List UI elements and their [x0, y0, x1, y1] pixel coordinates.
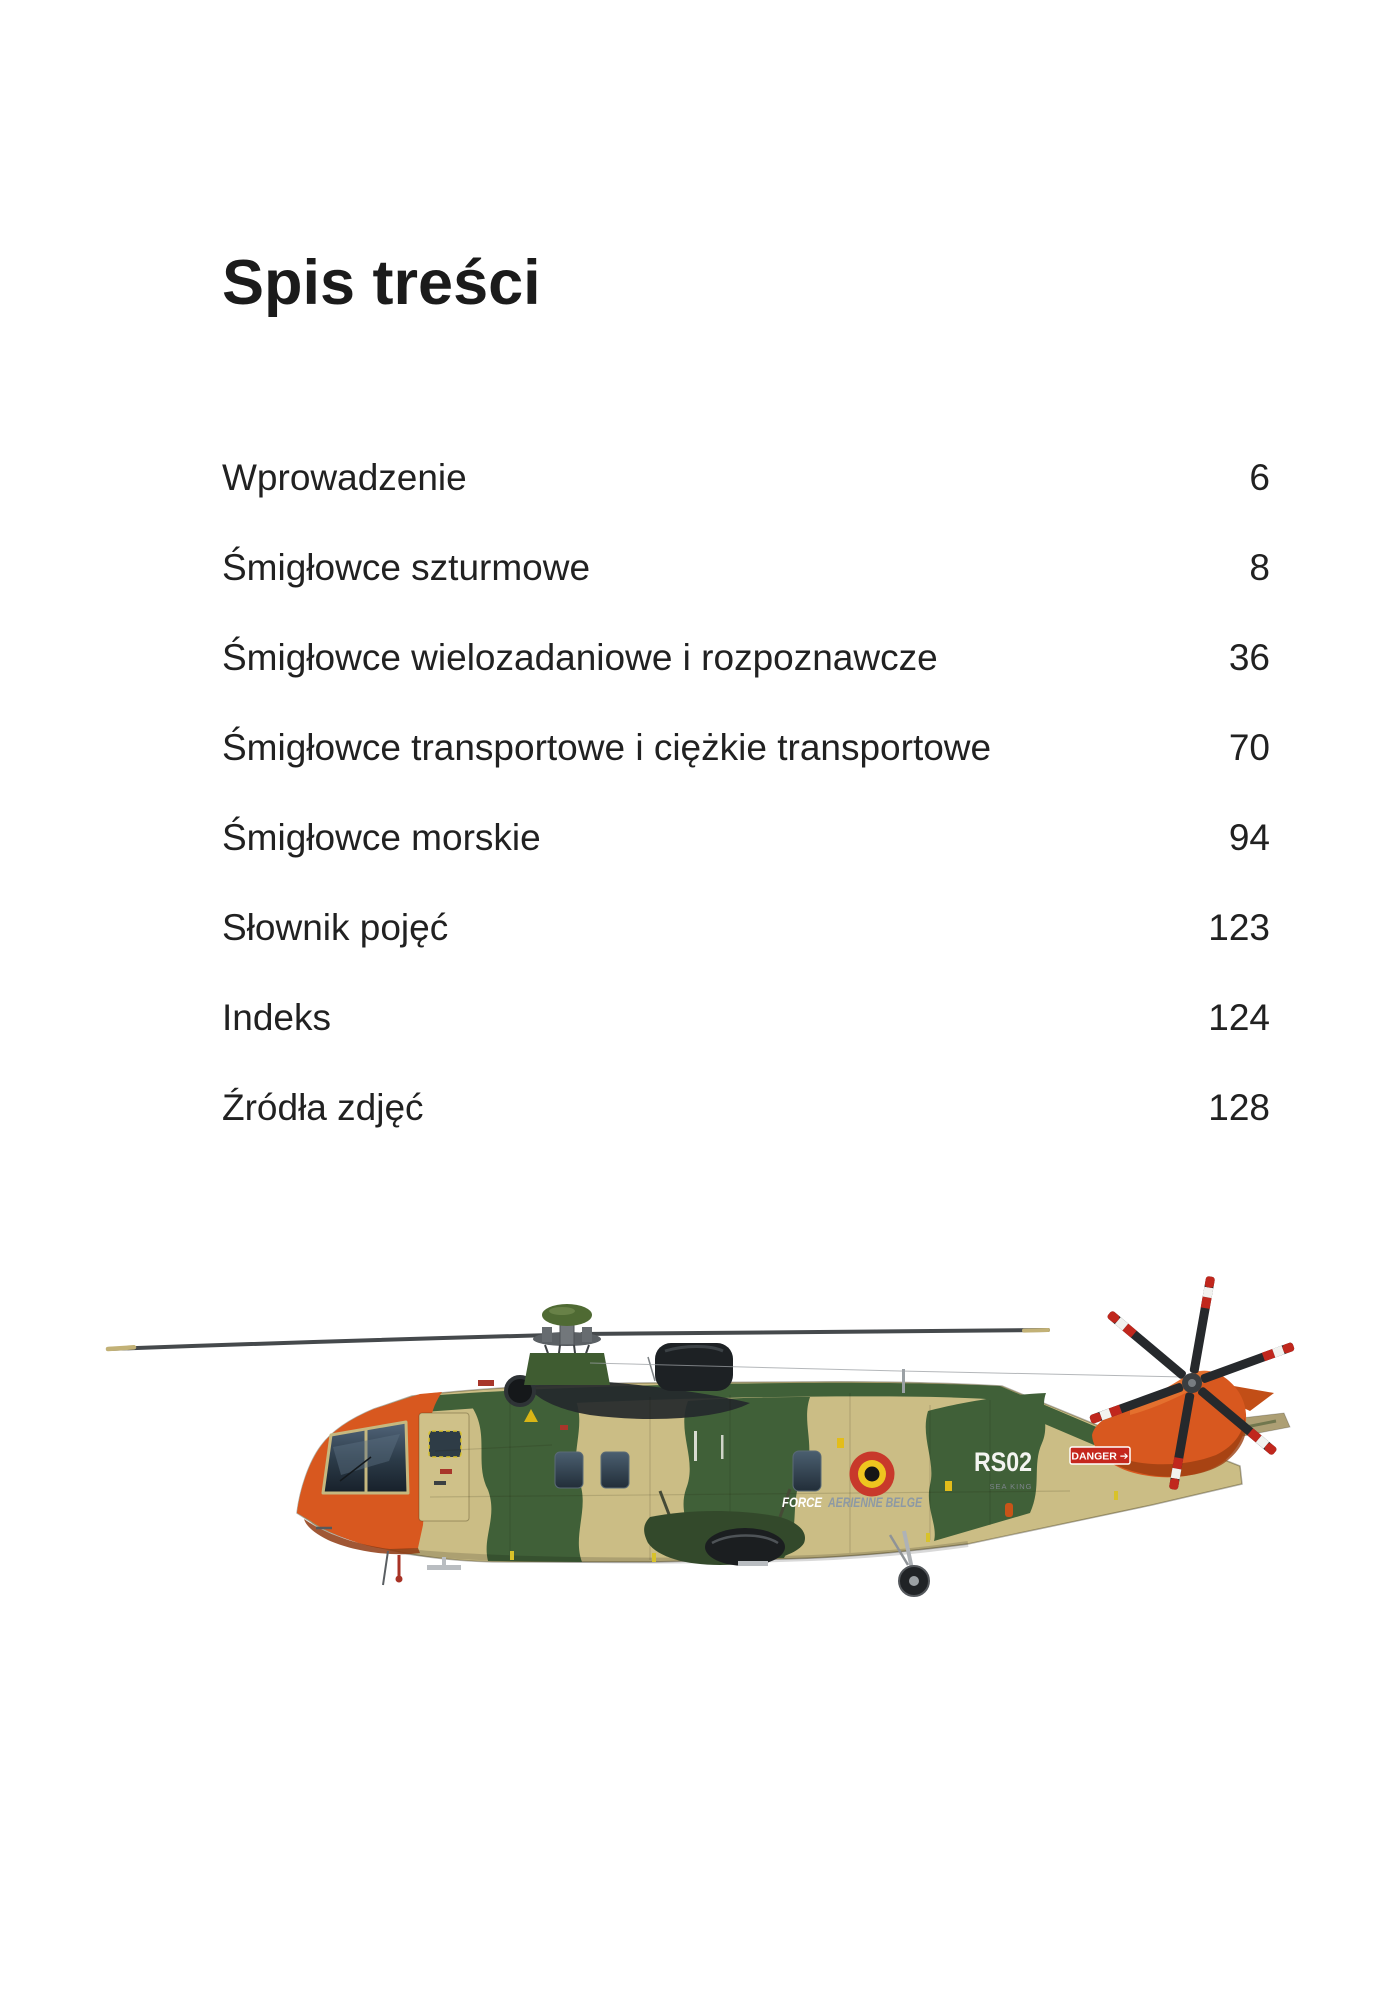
toc-entry	[222, 793, 1270, 883]
toc-entry-label: Śmigłowce wielozadaniowe i rozpoznawcze	[222, 637, 938, 678]
danger-placard	[1070, 1447, 1130, 1464]
toc-entry	[222, 613, 1270, 703]
main-wheel	[705, 1528, 785, 1566]
toc-entry	[222, 883, 1270, 973]
toc-entry-label: Indeks	[222, 997, 332, 1038]
toc-entry	[222, 703, 1270, 793]
toc-entry-page: 6	[1249, 457, 1270, 498]
toc-entry-page: 128	[1208, 1087, 1270, 1128]
toc-entry	[222, 1063, 1270, 1153]
force-aerienne-belge-text	[782, 1494, 922, 1510]
toc-entry-page: 94	[1228, 817, 1270, 858]
crew-door	[419, 1413, 469, 1521]
toc-entry	[222, 433, 1270, 523]
toc-entry-page: 123	[1208, 907, 1270, 948]
main-rotor	[108, 1304, 1048, 1361]
toc-entry-label: Śmigłowce transportowe i ciężkie transportowe	[222, 727, 992, 768]
toc-entry	[222, 973, 1270, 1063]
helicopter-illustration	[90, 1272, 1330, 1625]
antenna-mast	[902, 1369, 905, 1393]
table-of-contents	[222, 433, 1270, 1153]
toc-entry	[222, 523, 1270, 613]
type-label-text: SEA KING	[989, 1482, 1033, 1491]
toc-entry-page: 8	[1249, 547, 1270, 588]
page-title: Spis treści	[222, 248, 541, 318]
toc-entry-label: Słownik pojęć	[222, 907, 449, 948]
tail-code-text: RS02	[974, 1447, 1032, 1477]
toc-entry-label: Źródła zdjęć	[222, 1087, 424, 1128]
danger-text: DANGER ➔	[1071, 1450, 1129, 1463]
toc-entry-page: 70	[1228, 727, 1270, 768]
belgian-roundel	[850, 1452, 895, 1497]
rotor-pylon	[524, 1353, 610, 1385]
toc-entry-label: Wprowadzenie	[222, 457, 467, 498]
toc-entry-label: Śmigłowce morskie	[222, 817, 541, 858]
aerienne-belge-text: AERIENNE BELGE	[827, 1494, 923, 1510]
toc-entry-page: 124	[1208, 997, 1270, 1038]
toc-entry-label: Śmigłowce szturmowe	[222, 547, 591, 588]
rotor-dome	[542, 1304, 592, 1326]
door-window	[429, 1431, 461, 1457]
force-text: FORCE	[782, 1494, 823, 1510]
toc-entry-page: 36	[1228, 637, 1270, 678]
